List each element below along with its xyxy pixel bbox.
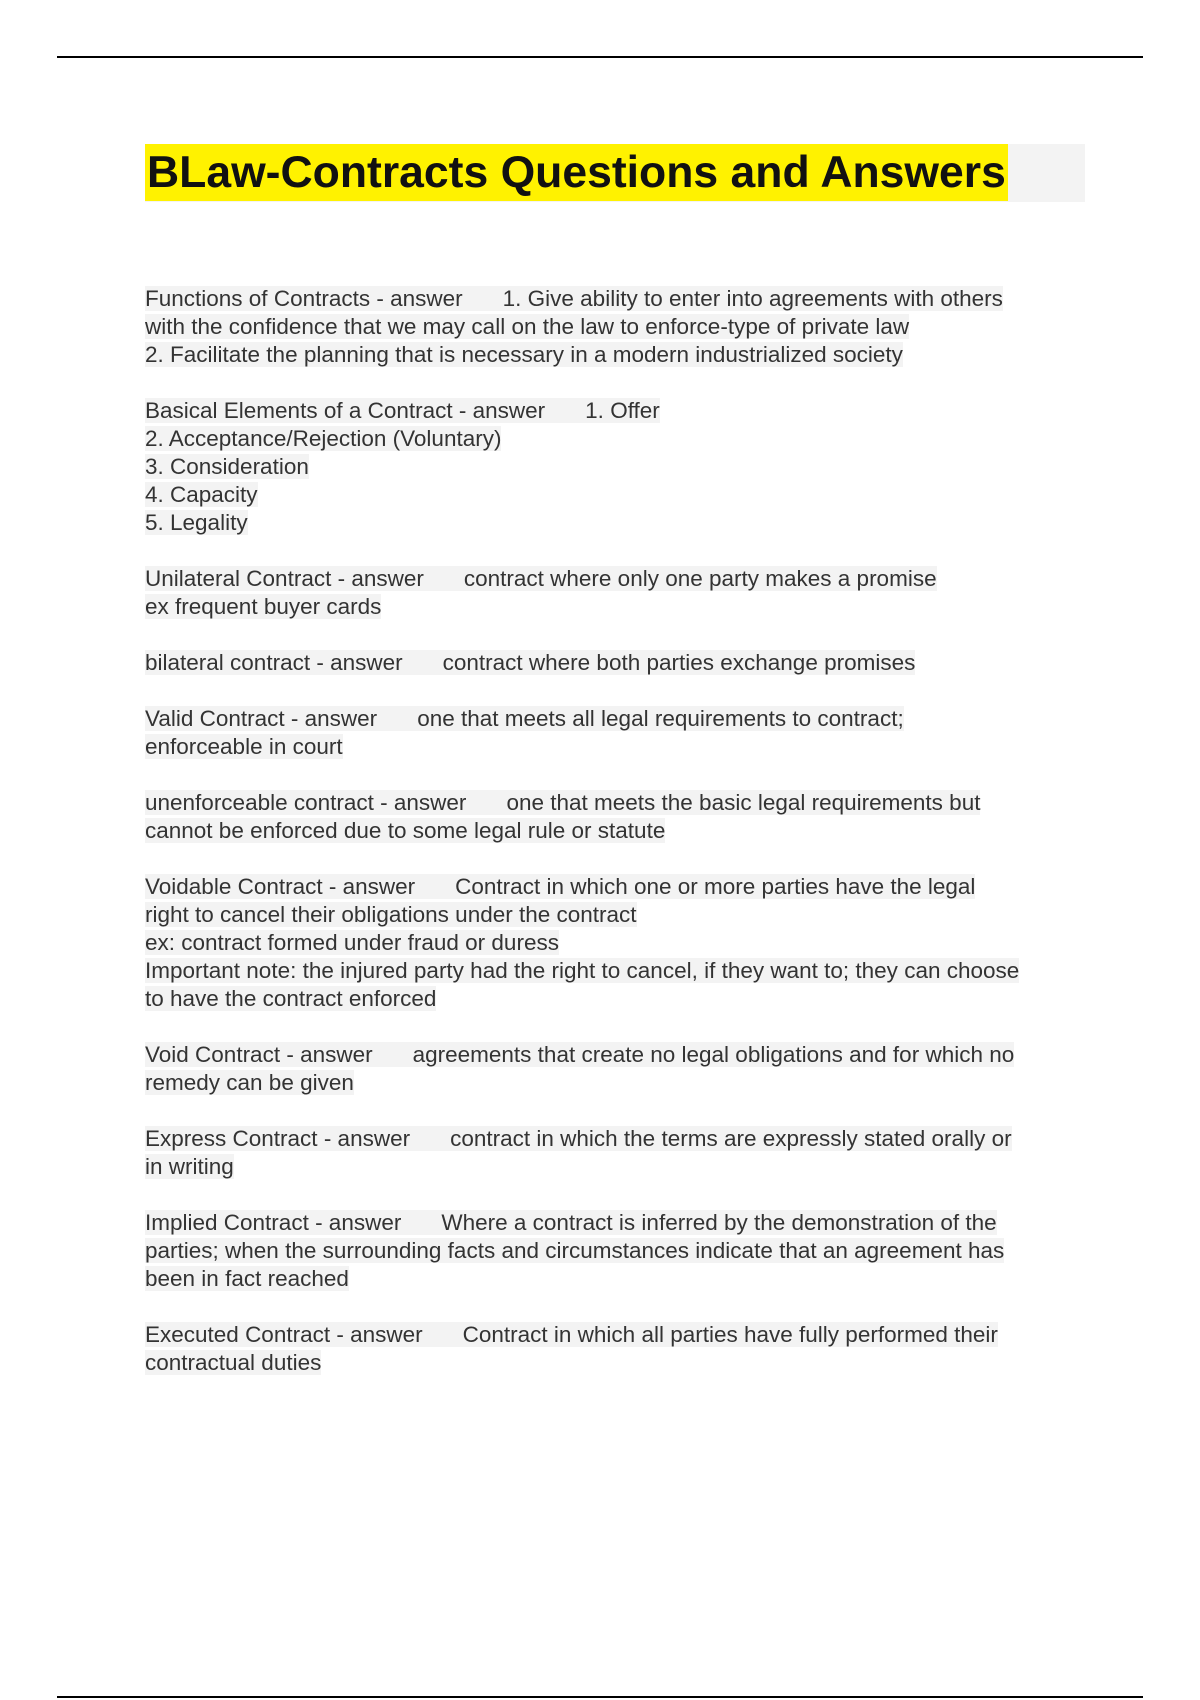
qa-line (145, 733, 1095, 761)
qa-line (145, 789, 1095, 817)
qa-line (145, 649, 1095, 677)
qa-line (145, 957, 1095, 985)
qa-term: Implied Contract - answer (145, 1210, 441, 1235)
qa-term: Unilateral Contract - answer (145, 566, 464, 591)
qa-line (145, 313, 1095, 341)
qa-answer: 1. Give ability to enter into agreements with others (502, 286, 1003, 311)
qa-answer: Where a contract is inferred by the demonstration of the (441, 1210, 997, 1235)
qa-answer-continued: Important note: the injured party had the right to cancel, if they want to; they can choose (145, 958, 1020, 983)
qa-entry (145, 565, 1095, 621)
qa-answer: contract where only one party makes a promise (463, 566, 937, 591)
qa-entry (145, 789, 1095, 845)
qa-line (145, 425, 1095, 453)
footer-rule (57, 1696, 1143, 1698)
qa-line (145, 901, 1095, 929)
qa-answer-continued: parties; when the surrounding facts and circumstances indicate that an agreement has (145, 1238, 1005, 1263)
qa-answer: contract in which the terms are expressly stated orally or (450, 1126, 1012, 1151)
qa-entry (145, 285, 1095, 369)
qa-line (145, 929, 1095, 957)
qa-answer: 1. Offer (585, 398, 660, 423)
qa-term: Executed Contract - answer (145, 1322, 463, 1347)
qa-line (145, 481, 1095, 509)
qa-line (145, 341, 1095, 369)
qa-entry (145, 1125, 1095, 1181)
qa-term: Express Contract - answer (145, 1126, 450, 1151)
qa-line (145, 565, 1095, 593)
header-rule (57, 56, 1143, 58)
qa-answer: one that meets all legal requirements to contract; (417, 706, 904, 731)
qa-line (145, 397, 1095, 425)
qa-line (145, 873, 1095, 901)
qa-line (145, 1237, 1095, 1265)
qa-answer-continued: remedy can be given (145, 1070, 354, 1095)
qa-answer-continued: ex: contract formed under fraud or duress (145, 930, 559, 955)
qa-answer-continued: 3. Consideration (145, 454, 309, 479)
qa-line (145, 1209, 1095, 1237)
qa-line (145, 985, 1095, 1013)
qa-entry (145, 397, 1095, 537)
qa-answer: Contract in which all parties have fully performed their (462, 1322, 998, 1347)
qa-term: Basical Elements of a Contract - answer (145, 398, 585, 423)
qa-answer-continued: right to cancel their obligations under the contract (145, 902, 637, 927)
qa-answer: agreements that create no legal obligations and for which no (412, 1042, 1015, 1067)
qa-line (145, 593, 1095, 621)
qa-term: Voidable Contract - answer (145, 874, 455, 899)
qa-entry (145, 649, 1095, 677)
qa-answer: Contract in which one or more parties have the legal (455, 874, 976, 899)
qa-line (145, 1153, 1095, 1181)
qa-answer: one that meets the basic legal requirements but (506, 790, 981, 815)
qa-term: Void Contract - answer (145, 1042, 413, 1067)
qa-answer-continued: ex frequent buyer cards (145, 594, 382, 619)
qa-answer-continued: in writing (145, 1154, 234, 1179)
qa-answer-continued: contractual duties (145, 1350, 322, 1375)
qa-line (145, 705, 1095, 733)
qa-line (145, 1069, 1095, 1097)
qa-entry (145, 705, 1095, 761)
qa-line (145, 1125, 1095, 1153)
qa-entry (145, 1041, 1095, 1097)
qa-line (145, 1349, 1095, 1377)
qa-entry (145, 1321, 1095, 1377)
qa-term: Valid Contract - answer (145, 706, 417, 731)
qa-answer-continued: 4. Capacity (145, 482, 258, 507)
qa-answer-continued: 2. Acceptance/Rejection (Voluntary) (145, 426, 502, 451)
qa-line (145, 1321, 1095, 1349)
qa-answer-continued: 2. Facilitate the planning that is necessary in a modern industrialized society (145, 342, 903, 367)
qa-line (145, 453, 1095, 481)
qa-answer: contract where both parties exchange promises (442, 650, 916, 675)
qa-line (145, 285, 1095, 313)
qa-term: bilateral contract - answer (145, 650, 443, 675)
qa-line (145, 817, 1095, 845)
qa-answer-continued: 5. Legality (145, 510, 248, 535)
qa-list (145, 285, 1095, 1405)
qa-answer-continued: been in fact reached (145, 1266, 349, 1291)
qa-term: Functions of Contracts - answer (145, 286, 503, 311)
qa-line (145, 509, 1095, 537)
qa-answer-continued: cannot be enforced due to some legal rule or statute (145, 818, 666, 843)
qa-answer-continued: with the confidence that we may call on the law to enforce-type of private law (145, 314, 910, 339)
qa-line (145, 1041, 1095, 1069)
qa-answer-continued: enforceable in court (145, 734, 343, 759)
qa-entry (145, 873, 1095, 1013)
qa-line (145, 1265, 1095, 1293)
document-title: BLaw-Contracts Questions and Answers (145, 144, 1008, 201)
qa-answer-continued: to have the contract enforced (145, 986, 437, 1011)
qa-entry (145, 1209, 1095, 1293)
qa-term: unenforceable contract - answer (145, 790, 506, 815)
